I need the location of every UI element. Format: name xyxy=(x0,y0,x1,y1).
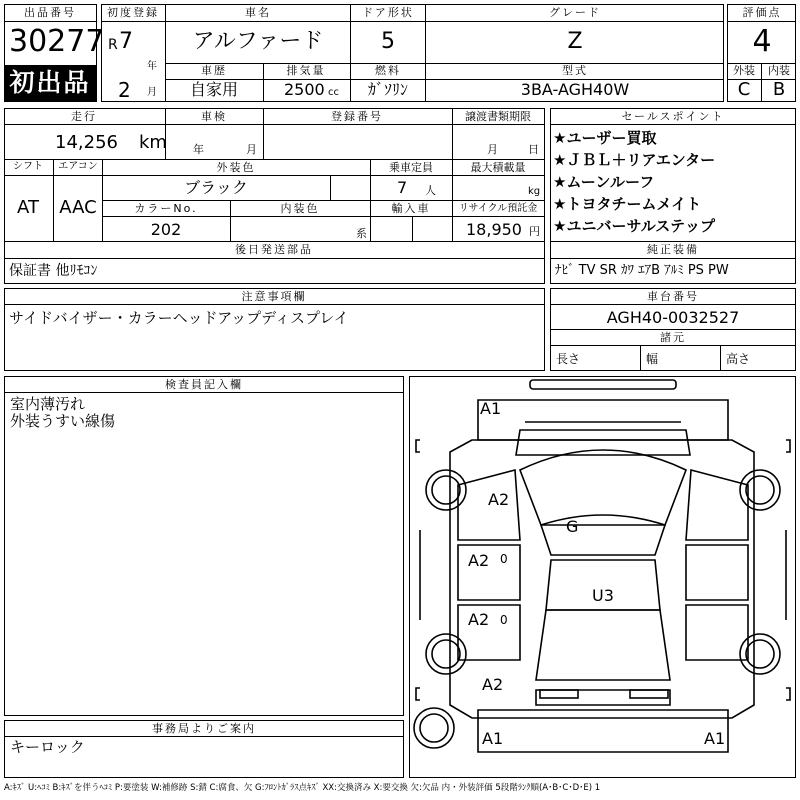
displacement-unit: cc xyxy=(328,87,339,98)
score-label: 評価点 xyxy=(742,6,782,19)
plate-label: 登録番号 xyxy=(331,110,383,123)
registration-year: 7 xyxy=(119,29,133,54)
fuel-label: 燃料 xyxy=(375,64,401,77)
damage-zero: 0 xyxy=(500,552,508,566)
max-load-label: 最大積載量 xyxy=(470,161,526,174)
equipment-value: ﾅﾋﾞ TV SR ｶﾜ ｴｱB ｱﾙﾐ PS PW xyxy=(555,263,729,278)
recycle-unit: 円 xyxy=(529,225,540,238)
office-value: キーロック xyxy=(10,738,85,756)
aircon-value: AAC xyxy=(59,197,97,218)
mileage-value: 14,256 xyxy=(55,132,118,153)
exterior-color-label: 外装色 xyxy=(216,161,256,174)
car-name-value: アルファード xyxy=(192,29,324,54)
legend-text: A:ｷｽﾞ U:ﾍｺﾐ B:ｷｽﾞを伴うﾍｺﾐ P:要塗装 W:補修跡 S:錆 C:腐食、欠 G:ﾌﾛﾝﾄｶﾞﾗｽ点ｷｽﾞ XX:交換済み X:要交換 欠:欠品 内・外装評価 5段階ﾗﾝｸ順(A･B･C･D･E) 1 xyxy=(4,783,601,793)
later-parts-label: 後日発送部品 xyxy=(235,243,313,256)
color-no-label: カラーNo. xyxy=(134,202,198,215)
sales-points-label: セールスポイント xyxy=(621,110,725,123)
damage-mark: A1 xyxy=(704,729,726,748)
registration-label: 初度登録 xyxy=(107,6,159,19)
car-diagram xyxy=(409,376,796,778)
lot-number: 30277 xyxy=(9,24,105,59)
grade-value: Z xyxy=(567,29,583,54)
exterior-score: C xyxy=(737,79,751,100)
damage-zero: 0 xyxy=(500,613,508,627)
color-no-value: 202 xyxy=(150,220,182,239)
sales-point-item: ★ＪＢＬ＋リアエンター xyxy=(553,151,716,169)
dimension-length-label: 長さ xyxy=(556,352,581,366)
aircon-label: エアコン xyxy=(58,161,98,172)
capacity-value: 7 xyxy=(397,178,408,197)
displacement-label: 排気量 xyxy=(286,64,326,77)
dimensions-label: 諸元 xyxy=(660,331,686,344)
later-parts-value: 保証書 他ﾘﾓｺﾝ xyxy=(9,263,98,279)
transfer-label: 譲渡書類期限 xyxy=(465,110,531,123)
interior-score: B xyxy=(772,79,786,100)
car-name-label: 車名 xyxy=(245,6,271,19)
exterior-color-value: ブラック xyxy=(184,178,248,197)
damage-mark: A2 xyxy=(468,551,490,570)
dimension-width-label: 幅 xyxy=(646,352,659,366)
history-value: 自家用 xyxy=(189,80,239,99)
inspector-label: 検査員記入欄 xyxy=(165,378,243,391)
history-label: 車歴 xyxy=(201,64,227,77)
interior-label: 内装 xyxy=(768,64,790,77)
exterior-label: 外装 xyxy=(733,64,755,77)
equipment-label: 純正装備 xyxy=(647,243,699,256)
mileage-label: 走行 xyxy=(71,110,97,123)
dimension-height-label: 高さ xyxy=(726,352,751,366)
recycle-value: 18,950 xyxy=(466,220,522,239)
damage-mark: U3 xyxy=(592,586,614,605)
notes-label: 注意事項欄 xyxy=(241,290,307,303)
sales-point-item: ★ユーザー買取 xyxy=(553,129,657,147)
displacement-value: 2500 xyxy=(284,80,325,99)
capacity-label: 乗車定員 xyxy=(389,161,433,174)
transfer-month-unit: 月 xyxy=(487,143,498,156)
office-label: 事務局よりご案内 xyxy=(152,722,256,735)
sales-point-item: ★ムーンルーフ xyxy=(553,173,655,191)
inspection-year-unit: 年 xyxy=(193,143,204,156)
doors-label: ドア形状 xyxy=(362,6,414,19)
damage-mark: A2 xyxy=(482,675,504,694)
fuel-value: ｶﾞｿﾘﾝ xyxy=(367,80,409,99)
interior-color-suffix: 系 xyxy=(356,227,367,240)
first-listing-label: 初出品 xyxy=(9,68,91,97)
model-code-value: 3BA-AGH40W xyxy=(520,80,630,99)
transfer-day-unit: 日 xyxy=(528,143,539,156)
damage-mark: A2 xyxy=(488,490,510,509)
import-label: 輸入車 xyxy=(391,202,431,215)
model-code-label: 型式 xyxy=(562,64,588,77)
damage-mark: A1 xyxy=(482,729,504,748)
month-unit: 月 xyxy=(147,87,157,98)
chassis-value: AGH40-0032527 xyxy=(606,308,740,327)
sales-point-item: ★ユニバーサルステップ xyxy=(553,217,715,235)
chassis-label: 車台番号 xyxy=(647,290,699,303)
sales-point-item: ★トヨタチームメイト xyxy=(553,195,702,213)
capacity-unit: 人 xyxy=(425,184,436,197)
damage-mark: G xyxy=(566,517,579,536)
doors-value: 5 xyxy=(381,29,395,54)
year-unit: 年 xyxy=(147,61,157,72)
shift-value: AT xyxy=(17,197,39,218)
notes-value: サイドバイザー・カラーヘッドアップディスプレイ xyxy=(9,309,349,327)
inspection-month-unit: 月 xyxy=(246,143,257,156)
shift-label: シフト xyxy=(13,161,43,172)
registration-month: 2 xyxy=(118,78,131,102)
damage-mark: A1 xyxy=(480,399,502,418)
inspector-note: 室内薄汚れ xyxy=(10,395,86,413)
max-load-unit: kg xyxy=(528,186,541,197)
inspector-note: 外装うすい線傷 xyxy=(10,412,116,430)
damage-mark: A2 xyxy=(468,610,490,629)
mileage-unit: km xyxy=(139,132,167,153)
grade-label: グレード xyxy=(549,6,601,19)
interior-color-label: 内装色 xyxy=(280,202,320,215)
registration-era: R xyxy=(108,37,118,53)
lot-label: 出品番号 xyxy=(24,6,76,19)
recycle-label: リサイクル預託金 xyxy=(458,203,538,214)
score-value: 4 xyxy=(752,24,772,59)
inspection-label: 車検 xyxy=(201,110,227,123)
